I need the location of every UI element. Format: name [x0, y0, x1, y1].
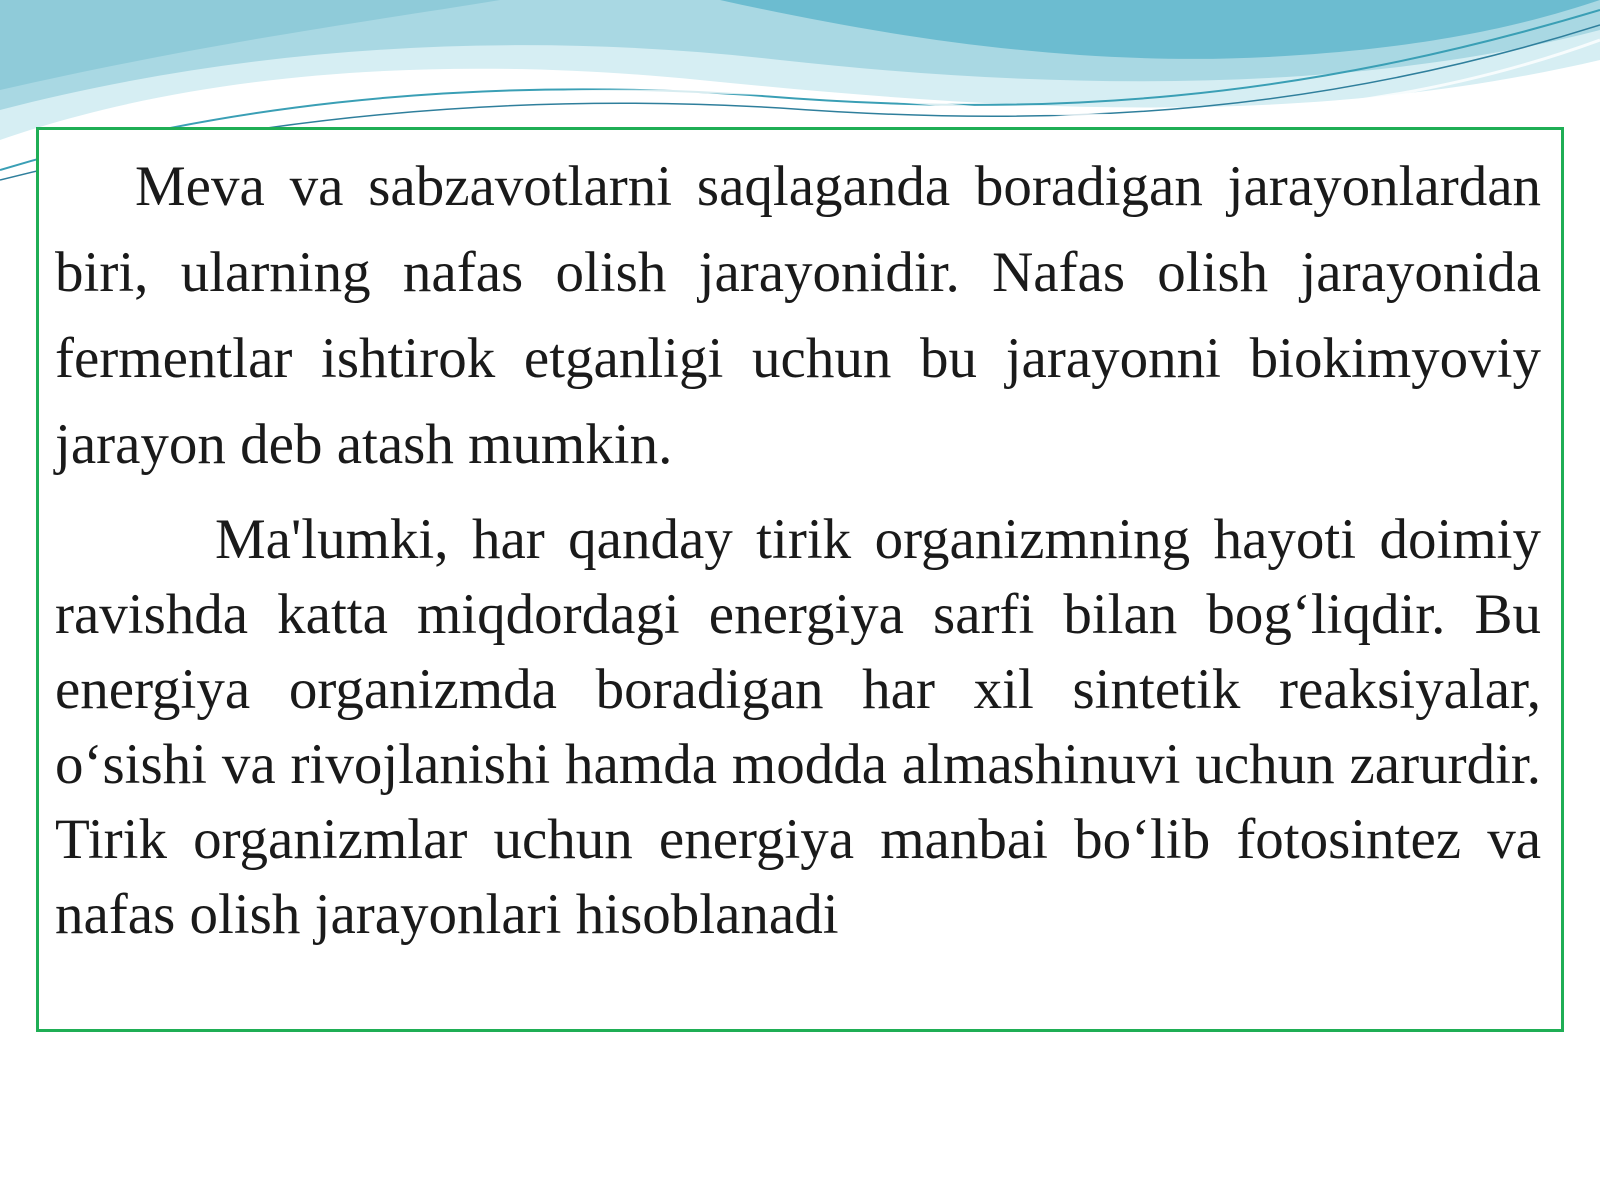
text-box — [36, 127, 1564, 1032]
paragraph-respiration-intro: Meva va sabzavotlarni saqlaganda boradigan jarayonlardan biri, ularning nafas olish jarayonidir. Nafas olish jarayonida fermentlar ishtirok etganligi uchun bu jarayonni biokimyoviy jarayon deb atash mumkin. — [55, 155, 1541, 476]
paragraph-energy-sources: Ma'lumki, har qanday tirik organizmning hayoti doimiy ravishda katta miqdordagi energiya sarfi bilan bog‘liqdir. Bu energiya organizmda boradigan har xil sintetik reaksiyalar, o‘sishi va rivojlanishi hamda modda almashinuvi uchun zarurdir. Tirik organizmlar uchun energiya manbai bo‘lib fotosintez va nafas olish jarayonlari hisoblanadi — [55, 508, 1541, 946]
